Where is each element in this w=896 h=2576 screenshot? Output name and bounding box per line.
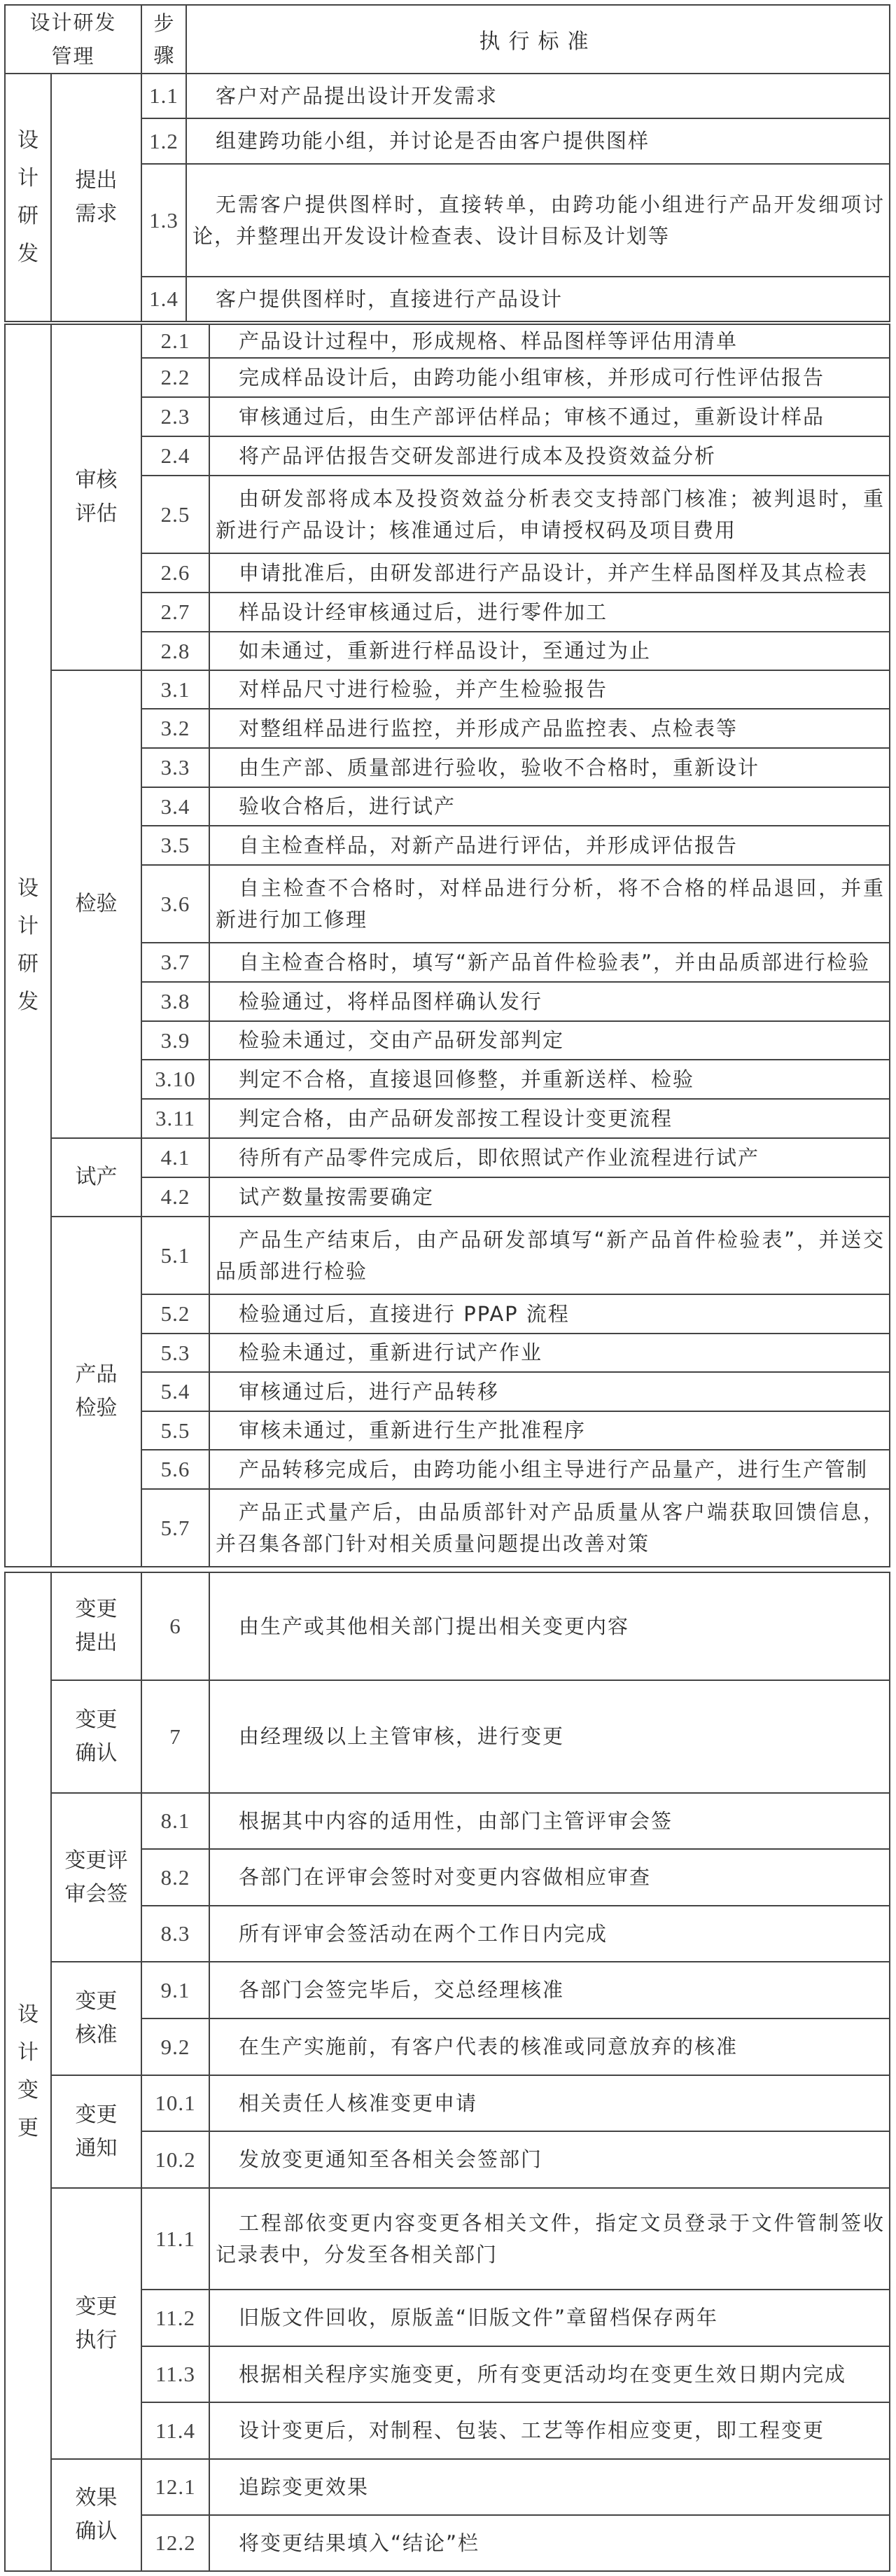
table-row bbox=[5, 1793, 890, 1849]
header-group-line: 设计研发 bbox=[29, 11, 117, 34]
table-row bbox=[5, 670, 890, 709]
step-number: 3.3 bbox=[141, 748, 209, 787]
header-standard: 执行标准 bbox=[186, 5, 890, 74]
step-standard: 判定合格，由产品研发部按工程设计变更流程 bbox=[209, 1099, 890, 1138]
step-standard: 对整组样品进行监控，并形成产品监控表、点检表等 bbox=[209, 709, 890, 748]
step-number: 8.2 bbox=[141, 1849, 209, 1906]
group-label-line: 确认 bbox=[75, 2519, 118, 2544]
step-number: 5.7 bbox=[141, 1489, 209, 1567]
step-standard: 样品设计经审核通过后，进行零件加工 bbox=[209, 593, 890, 632]
group-label-line: 需求 bbox=[75, 202, 118, 226]
step-standard: 检验通过后，直接进行 PPAP 流程 bbox=[209, 1294, 890, 1334]
step-number: 11.2 bbox=[141, 2290, 209, 2346]
step-standard: 完成样品设计后，由跨功能小组审核，并形成可行性评估报告 bbox=[209, 358, 890, 397]
group-label-line: 变更 bbox=[75, 2102, 118, 2127]
group-label-line: 效果 bbox=[75, 2486, 118, 2510]
step-number: 5.6 bbox=[141, 1450, 209, 1489]
step-number: 11.3 bbox=[141, 2346, 209, 2402]
header-group-line: 管理 bbox=[51, 44, 95, 68]
step-number: 3.1 bbox=[141, 670, 209, 709]
section-title bbox=[5, 1572, 51, 2571]
section-title-text: 设计变更 bbox=[18, 2002, 38, 2140]
table-row bbox=[5, 2075, 890, 2131]
step-standard: 由研发部将成本及投资效益分析表交支持部门核准；被判退时，重新进行产品设计；核准通过后，申请授权码及项目费用 bbox=[209, 476, 890, 553]
step-number: 10.2 bbox=[141, 2131, 209, 2188]
group-label bbox=[51, 1793, 141, 1962]
step-standard: 工程部依变更内容变更各相关文件，指定文员登录于文件管制签收记录表中，分发至各相关部门 bbox=[209, 2188, 890, 2290]
step-standard: 客户对产品提出设计开发需求 bbox=[186, 74, 890, 118]
step-standard: 由经理级以上主管审核，进行变更 bbox=[209, 1680, 890, 1793]
table-row bbox=[5, 2188, 890, 2290]
step-number: 2.7 bbox=[141, 593, 209, 632]
group-label-line: 提出 bbox=[75, 1630, 118, 1655]
header-group bbox=[5, 5, 141, 74]
step-number: 5.3 bbox=[141, 1334, 209, 1372]
step-standard: 根据其中内容的适用性，由部门主管评审会签 bbox=[209, 1793, 890, 1849]
step-number: 3.10 bbox=[141, 1060, 209, 1099]
step-number: 5.5 bbox=[141, 1411, 209, 1450]
step-number: 1.3 bbox=[141, 164, 186, 277]
step-number: 3.8 bbox=[141, 982, 209, 1021]
table-row bbox=[5, 1962, 890, 2018]
group-label bbox=[51, 2188, 141, 2459]
section-table bbox=[4, 324, 890, 1567]
step-standard: 待所有产品零件完成后，即依照试产作业流程进行试产 bbox=[209, 1138, 890, 1177]
step-number: 7 bbox=[141, 1680, 209, 1793]
step-number: 2.2 bbox=[141, 358, 209, 397]
step-standard: 申请批准后，由研发部进行产品设计，并产生样品图样及其点检表 bbox=[209, 553, 890, 593]
header-step-line: 骤 bbox=[153, 43, 174, 67]
step-number: 1.1 bbox=[141, 74, 186, 118]
table-row bbox=[5, 1217, 890, 1294]
step-number: 3.2 bbox=[141, 709, 209, 748]
group-label bbox=[51, 2459, 141, 2571]
step-standard: 产品生产结束后，由产品研发部填写“新产品首件检验表”，并送交品质部进行检验 bbox=[209, 1217, 890, 1294]
step-number: 2.3 bbox=[141, 397, 209, 436]
table-row bbox=[5, 1572, 890, 1680]
group-label-line: 检验 bbox=[75, 1396, 118, 1420]
step-standard: 审核未通过，重新进行生产批准程序 bbox=[209, 1411, 890, 1450]
step-number: 2.1 bbox=[141, 324, 209, 358]
step-number: 5.4 bbox=[141, 1372, 209, 1411]
step-standard: 各部门会签完毕后，交总经理核准 bbox=[209, 1962, 890, 2018]
step-number: 3.7 bbox=[141, 943, 209, 982]
table-row bbox=[5, 1680, 890, 1793]
step-standard: 相关责任人核准变更申请 bbox=[209, 2075, 890, 2131]
step-number: 3.9 bbox=[141, 1021, 209, 1060]
group-label-line: 变更 bbox=[75, 1597, 118, 1621]
section-title-text: 设计研发 bbox=[18, 876, 38, 1014]
step-standard: 验收合格后，进行试产 bbox=[209, 787, 890, 826]
table-row bbox=[5, 2459, 890, 2515]
step-number: 9.2 bbox=[141, 2018, 209, 2075]
section-table bbox=[4, 1572, 890, 2572]
group-label-line: 审会签 bbox=[64, 1881, 128, 1906]
section-title bbox=[5, 74, 51, 321]
group-label bbox=[51, 670, 141, 1138]
step-number: 11.1 bbox=[141, 2188, 209, 2290]
step-number: 4.1 bbox=[141, 1138, 209, 1177]
step-standard: 产品设计过程中，形成规格、样品图样等评估用清单 bbox=[209, 324, 890, 358]
step-standard: 产品正式量产后，由品质部针对产品质量从客户端获取回馈信息，并召集各部门针对相关质量问题提出改善对策 bbox=[209, 1489, 890, 1567]
group-label bbox=[51, 74, 141, 321]
step-number: 3.4 bbox=[141, 787, 209, 826]
step-standard: 无需客户提供图样时，直接转单，由跨功能小组进行产品开发细项讨论，并整理出开发设计检查表、设计目标及计划等 bbox=[186, 164, 890, 277]
group-label-line: 产品 bbox=[75, 1362, 118, 1387]
step-number: 5.2 bbox=[141, 1294, 209, 1334]
group-label-line: 变更评 bbox=[64, 1848, 128, 1873]
group-label-line: 提出 bbox=[75, 168, 118, 193]
step-standard: 如未通过，重新进行样品设计，至通过为止 bbox=[209, 632, 890, 670]
table-row bbox=[5, 1138, 890, 1177]
step-number: 3.5 bbox=[141, 826, 209, 865]
step-number: 9.1 bbox=[141, 1962, 209, 2018]
step-standard: 所有评审会签活动在两个工作日内完成 bbox=[209, 1906, 890, 1962]
step-standard: 设计变更后，对制程、包装、工艺等作相应变更，即工程变更 bbox=[209, 2402, 890, 2459]
step-standard: 检验通过，将样品图样确认发行 bbox=[209, 982, 890, 1021]
group-label-line: 变更 bbox=[75, 1989, 118, 2014]
step-standard: 检验未通过，重新进行试产作业 bbox=[209, 1334, 890, 1372]
step-standard: 试产数量按需要确定 bbox=[209, 1177, 890, 1217]
step-number: 2.5 bbox=[141, 476, 209, 553]
step-number: 8.3 bbox=[141, 1906, 209, 1962]
header-row bbox=[5, 5, 890, 74]
step-standard: 审核通过后，进行产品转移 bbox=[209, 1372, 890, 1411]
section-title bbox=[5, 324, 51, 1567]
group-label bbox=[51, 324, 141, 670]
table-row bbox=[5, 324, 890, 358]
step-standard: 客户提供图样时，直接进行产品设计 bbox=[186, 277, 890, 321]
step-number: 12.1 bbox=[141, 2459, 209, 2515]
group-label-line: 核准 bbox=[75, 2023, 118, 2047]
step-standard: 旧版文件回收，原版盖“旧版文件”章留档保存两年 bbox=[209, 2290, 890, 2346]
step-standard: 在生产实施前，有客户代表的核准或同意放弃的核准 bbox=[209, 2018, 890, 2075]
section-title-text: 设计研发 bbox=[18, 128, 38, 266]
group-label-line: 变更 bbox=[75, 2294, 118, 2319]
step-standard: 检验未通过，交由产品研发部判定 bbox=[209, 1021, 890, 1060]
step-number: 6 bbox=[141, 1572, 209, 1680]
header-step bbox=[141, 5, 186, 74]
step-standard: 自主检查合格时，填写“新产品首件检验表”，并由品质部进行检验 bbox=[209, 943, 890, 982]
group-label-line: 确认 bbox=[75, 1740, 118, 1766]
group-label-line: 评估 bbox=[75, 501, 118, 526]
step-number: 1.2 bbox=[141, 118, 186, 164]
step-number: 10.1 bbox=[141, 2075, 209, 2131]
group-label-line: 变更 bbox=[75, 1707, 118, 1732]
group-label-line: 执行 bbox=[75, 2327, 118, 2353]
step-standard: 将产品评估报告交研发部进行成本及投资效益分析 bbox=[209, 436, 890, 476]
step-standard: 自主检查不合格时，对样品进行分析，将不合格的样品退回，并重新进行加工修理 bbox=[209, 865, 890, 943]
step-number: 11.4 bbox=[141, 2402, 209, 2459]
step-standard: 各部门在评审会签时对变更内容做相应审查 bbox=[209, 1849, 890, 1906]
step-standard: 审核通过后，由生产部评估样品；审核不通过，重新设计样品 bbox=[209, 397, 890, 436]
group-label-line: 试产 bbox=[75, 1165, 118, 1189]
step-standard: 由生产或其他相关部门提出相关变更内容 bbox=[209, 1572, 890, 1680]
group-label-line: 通知 bbox=[75, 2135, 118, 2161]
table-row bbox=[5, 74, 890, 118]
step-number: 4.2 bbox=[141, 1177, 209, 1217]
step-number: 2.8 bbox=[141, 632, 209, 670]
header-step-line: 步 bbox=[153, 11, 174, 35]
step-standard: 追踪变更效果 bbox=[209, 2459, 890, 2515]
step-standard: 发放变更通知至各相关会签部门 bbox=[209, 2131, 890, 2188]
step-number: 5.1 bbox=[141, 1217, 209, 1294]
step-standard: 组建跨功能小组，并讨论是否由客户提供图样 bbox=[186, 118, 890, 164]
group-label-line: 审核 bbox=[75, 468, 118, 492]
step-number: 3.6 bbox=[141, 865, 209, 943]
step-standard: 将变更结果填入“结论”栏 bbox=[209, 2515, 890, 2571]
group-label bbox=[51, 1217, 141, 1567]
step-number: 12.2 bbox=[141, 2515, 209, 2571]
step-standard: 判定不合格，直接退回修整，并重新送样、检验 bbox=[209, 1060, 890, 1099]
step-number: 8.1 bbox=[141, 1793, 209, 1849]
step-standard: 对样品尺寸进行检验，并产生检验报告 bbox=[209, 670, 890, 709]
group-label bbox=[51, 1680, 141, 1793]
section-table bbox=[4, 4, 890, 322]
step-standard: 根据相关程序实施变更，所有变更活动均在变更生效日期内完成 bbox=[209, 2346, 890, 2402]
group-label bbox=[51, 2075, 141, 2188]
step-number: 3.11 bbox=[141, 1099, 209, 1138]
group-label-line: 检验 bbox=[75, 892, 118, 916]
group-label bbox=[51, 1572, 141, 1680]
step-standard: 产品转移完成后，由跨功能小组主导进行产品量产，进行生产管制 bbox=[209, 1450, 890, 1489]
step-standard: 自主检查样品，对新产品进行评估，并形成评估报告 bbox=[209, 826, 890, 865]
step-number: 2.6 bbox=[141, 553, 209, 593]
group-label bbox=[51, 1962, 141, 2075]
group-label bbox=[51, 1138, 141, 1217]
step-number: 2.4 bbox=[141, 436, 209, 476]
step-standard: 由生产部、质量部进行验收，验收不合格时，重新设计 bbox=[209, 748, 890, 787]
step-number: 1.4 bbox=[141, 277, 186, 321]
